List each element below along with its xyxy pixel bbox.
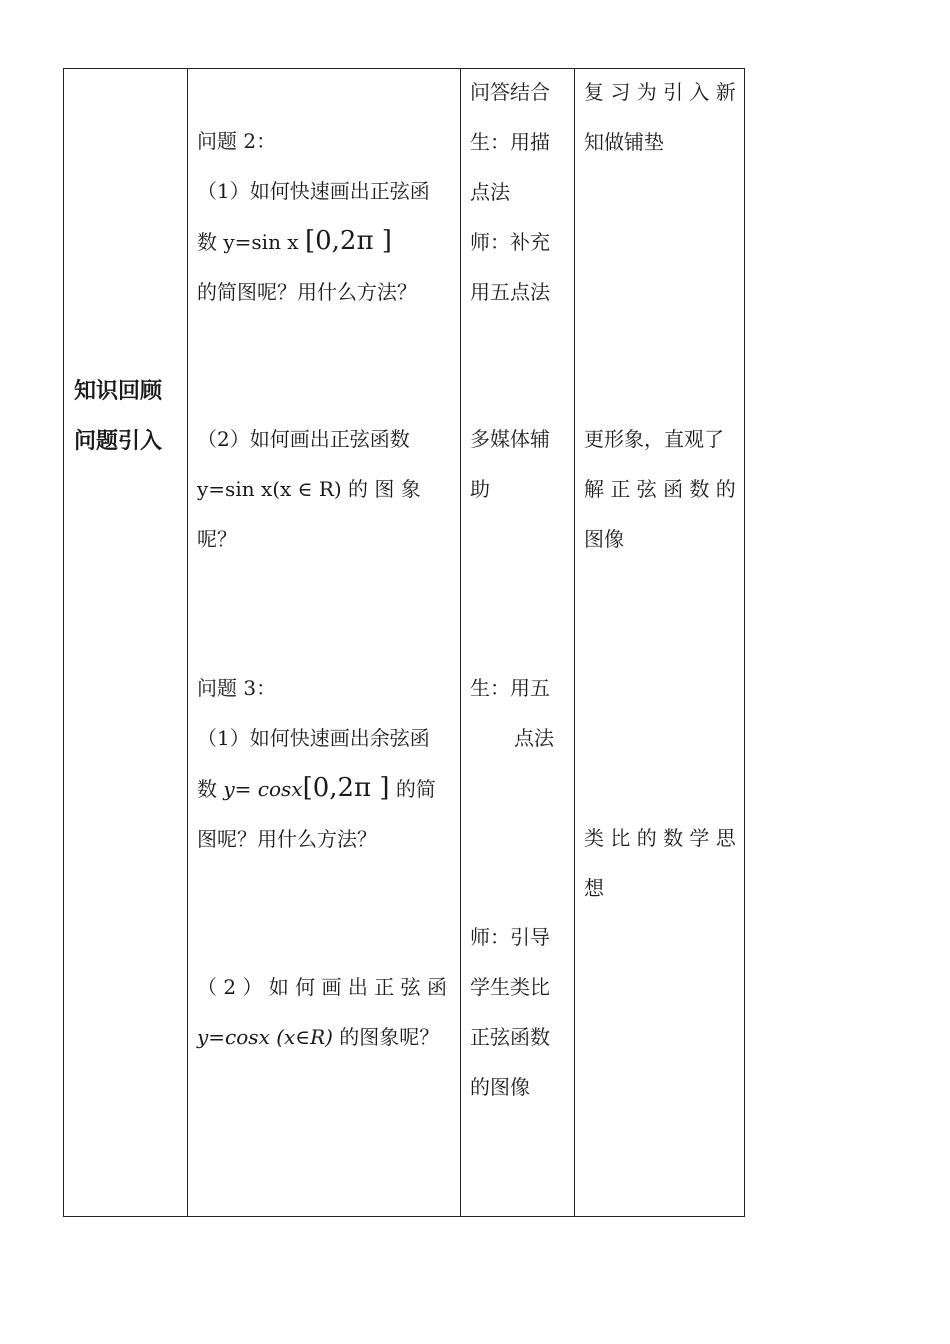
method-block-3 — [470, 663, 554, 763]
method-line: 点法 — [470, 180, 510, 204]
purpose-line: 类 比 的 数 学 思 — [584, 826, 736, 850]
method-block-1 — [470, 67, 550, 317]
method-line: 多媒体辅 — [470, 427, 550, 451]
q3-part1-line3: 图呢？用什么方法？ — [197, 827, 377, 851]
q2-part1-text: 数 y=sin x — [197, 230, 305, 254]
method-line: 点法 — [514, 726, 554, 750]
q2-part1-line2 — [197, 216, 430, 267]
method-line: 生：用五 — [470, 676, 550, 700]
content-question-2 — [197, 116, 430, 317]
method-block-2 — [470, 414, 550, 514]
q3-part2-line2 — [197, 1012, 447, 1062]
q2-part1-line1: （1）如何快速画出正弦函 — [197, 179, 430, 203]
q3-part2-line1: （ 2 ） 如 何 画 出 正 弦 函 — [197, 975, 447, 999]
method-line: 问答结合 — [470, 80, 550, 104]
lesson-plan-table — [63, 68, 745, 1217]
purpose-block-2 — [584, 414, 736, 564]
q2-interval-math: [0,2π ] — [304, 226, 392, 256]
q2-part2-line3: 呢？ — [197, 527, 237, 551]
q2-part2-line1: （2）如何画出正弦函数 — [197, 427, 410, 451]
column-divider-3 — [574, 69, 575, 1216]
content-question-2-part2 — [197, 414, 421, 564]
content-question-3-part2 — [197, 962, 447, 1062]
q3-part1-line1: （1）如何快速画出余弦函 — [197, 726, 430, 750]
method-line: 学生类比 — [470, 975, 550, 999]
q3-title: 问题 3： — [197, 676, 277, 700]
q2-part1-line3: 的简图呢？用什么方法？ — [197, 280, 417, 304]
purpose-line: 更形象，直观了 — [584, 427, 724, 451]
method-line: 师：补充 — [470, 230, 550, 254]
q3-interval-math: [0,2π ] — [302, 773, 390, 803]
purpose-line: 知做铺垫 — [584, 130, 664, 154]
method-block-4 — [470, 912, 550, 1112]
content-question-3 — [197, 663, 436, 864]
q3-cos-domain-math: y=cosx (x∈R) — [197, 1025, 333, 1049]
section-label-line1: 知识回顾 — [74, 379, 163, 404]
purpose-line: 复 习 为 引 入 新 — [584, 80, 736, 104]
q2-title: 问题 2： — [197, 129, 277, 153]
purpose-line: 解 正 弦 函 数 的 — [584, 477, 736, 501]
section-label-line2: 问题引入 — [74, 429, 163, 454]
method-line: 的图像 — [470, 1075, 530, 1099]
q3-part1-suffix: 的简 — [389, 777, 436, 801]
purpose-line: 图像 — [584, 527, 624, 551]
column-divider-2 — [460, 69, 461, 1216]
purpose-line: 想 — [584, 876, 604, 900]
method-line: 用五点法 — [470, 280, 550, 304]
q2-part2-line2: y=sin x(x ∈ R) 的 图 象 — [197, 477, 421, 501]
q3-part1-text: 数 — [197, 777, 224, 801]
section-label — [74, 367, 162, 467]
column-divider-1 — [187, 69, 188, 1216]
purpose-block-1 — [584, 67, 736, 167]
purpose-block-3 — [584, 813, 736, 913]
method-line: 生：用描 — [470, 130, 550, 154]
q3-part2-suffix: 的图象呢？ — [332, 1025, 440, 1049]
q3-cos-math: y= cosx — [223, 777, 303, 801]
method-line: 师：引导 — [470, 925, 550, 949]
q3-part1-line2 — [197, 763, 436, 814]
method-line: 正弦函数 — [470, 1025, 550, 1049]
method-line: 助 — [470, 477, 490, 501]
